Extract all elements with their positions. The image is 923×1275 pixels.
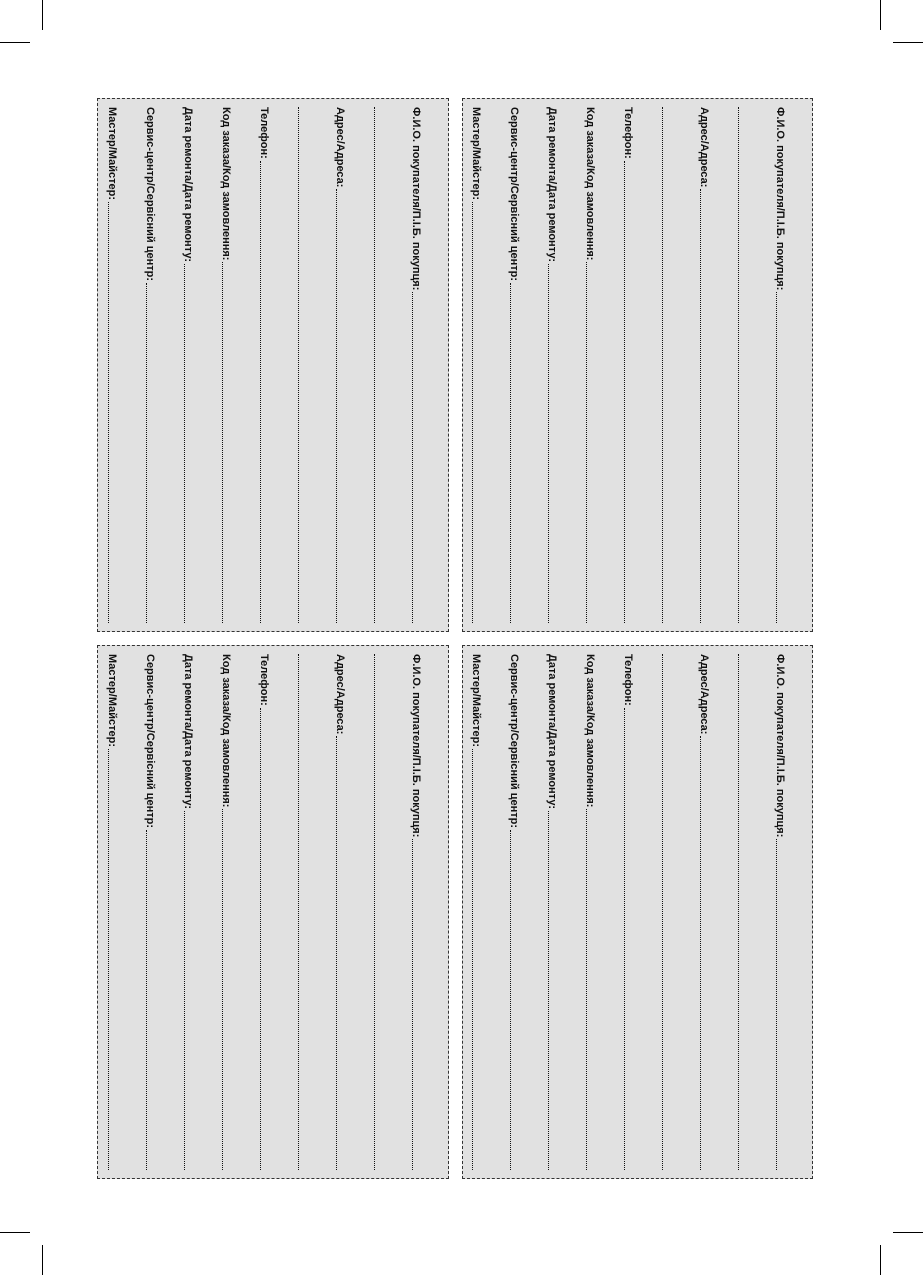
fill-in-line: [146, 830, 147, 1170]
field-label: Адрес/Адреса:: [334, 107, 346, 188]
form-field-row[interactable]: [540, 107, 578, 623]
fill-in-line: [662, 654, 663, 1170]
field-label: Код заказа/Код замовлення:: [220, 654, 232, 808]
field-label: Сервис-центр/Сервісний центр:: [144, 654, 156, 829]
field-label: Ф.И.О. покупателя/П.І.Б. покупця:: [410, 107, 422, 291]
form-field-row[interactable]: [616, 654, 654, 1170]
fill-in-line: [776, 292, 777, 623]
form-field-row[interactable]: [692, 107, 730, 623]
field-label: Дата ремонта/Дата ремонту:: [182, 654, 194, 809]
fill-in-line: [510, 283, 511, 623]
fill-in-line: [336, 189, 337, 623]
form-field-row[interactable]: [502, 107, 540, 623]
field-label: Код заказа/Код замовлення:: [584, 654, 596, 808]
field-label: Дата ремонта/Дата ремонту:: [182, 107, 194, 262]
field-label: Мастер/Майстер:: [106, 654, 118, 747]
form-field-row[interactable]: [328, 107, 366, 623]
field-label: Адрес/Адреса:: [698, 654, 710, 735]
crop-mark: [893, 42, 923, 43]
form-field-row[interactable]: [540, 654, 578, 1170]
field-label: Дата ремонта/Дата ремонту:: [546, 654, 558, 809]
form-field-row[interactable]: [502, 654, 540, 1170]
fill-in-line: [184, 811, 185, 1170]
form-field-row[interactable]: [768, 107, 806, 623]
fill-in-line: [374, 107, 375, 623]
warranty-coupon: [97, 645, 449, 1179]
form-field-row[interactable]: [692, 654, 730, 1170]
form-field-row[interactable]: [176, 654, 214, 1170]
field-label: Телефон:: [258, 654, 270, 706]
fill-in-line: [222, 262, 223, 623]
form-field-row[interactable]: [214, 654, 252, 1170]
field-label: Ф.И.О. покупателя/П.І.Б. покупця:: [774, 107, 786, 291]
form-field-continuation[interactable]: [730, 654, 768, 1170]
fill-in-line: [472, 749, 473, 1170]
crop-mark: [42, 1245, 43, 1275]
field-label: Сервис-центр/Сервісний центр:: [508, 654, 520, 829]
fill-in-line: [298, 654, 299, 1170]
form-field-row[interactable]: [578, 654, 616, 1170]
fill-in-line: [222, 809, 223, 1170]
form-field-row[interactable]: [464, 654, 502, 1170]
form-field-continuation[interactable]: [366, 654, 404, 1170]
fill-in-line: [624, 708, 625, 1170]
fill-in-line: [662, 107, 663, 623]
fill-in-line: [548, 811, 549, 1170]
field-label: Ф.И.О. покупателя/П.І.Б. покупця:: [410, 654, 422, 838]
warranty-coupon: [462, 98, 813, 632]
form-field-row[interactable]: [616, 107, 654, 623]
form-field-continuation[interactable]: [366, 107, 404, 623]
fill-in-line: [624, 161, 625, 623]
form-field-row[interactable]: [404, 654, 442, 1170]
fill-in-line: [336, 736, 337, 1170]
crop-mark: [0, 1232, 30, 1233]
fill-in-line: [108, 749, 109, 1170]
crop-mark: [42, 0, 43, 30]
fill-in-line: [298, 107, 299, 623]
form-field-row[interactable]: [768, 654, 806, 1170]
field-label: Сервис-центр/Сервісний центр:: [144, 107, 156, 282]
fill-in-line: [776, 839, 777, 1170]
form-field-continuation[interactable]: [654, 107, 692, 623]
fill-in-line: [374, 654, 375, 1170]
fill-in-line: [586, 262, 587, 623]
fill-in-line: [412, 292, 413, 623]
field-label: Код заказа/Код замовлення:: [584, 107, 596, 261]
fill-in-line: [738, 107, 739, 623]
form-field-row[interactable]: [214, 107, 252, 623]
field-label: Ф.И.О. покупателя/П.І.Б. покупця:: [774, 654, 786, 838]
crop-mark: [893, 1232, 923, 1233]
form-field-continuation[interactable]: [730, 107, 768, 623]
form-field-row[interactable]: [464, 107, 502, 623]
form-field-row[interactable]: [578, 107, 616, 623]
field-label: Телефон:: [622, 107, 634, 159]
field-label: Адрес/Адреса:: [334, 654, 346, 735]
fill-in-line: [108, 202, 109, 623]
form-field-row[interactable]: [138, 107, 176, 623]
fill-in-line: [412, 839, 413, 1170]
field-label: Код заказа/Код замовлення:: [220, 107, 232, 261]
warranty-coupon: [462, 645, 813, 1179]
fill-in-line: [548, 264, 549, 623]
fill-in-line: [146, 283, 147, 623]
field-label: Телефон:: [622, 654, 634, 706]
fill-in-line: [700, 736, 701, 1170]
fill-in-line: [184, 264, 185, 623]
form-field-continuation[interactable]: [290, 107, 328, 623]
fill-in-line: [260, 161, 261, 623]
crop-mark: [880, 0, 881, 30]
form-field-row[interactable]: [252, 107, 290, 623]
fill-in-line: [586, 809, 587, 1170]
form-field-continuation[interactable]: [654, 654, 692, 1170]
form-field-row[interactable]: [404, 107, 442, 623]
form-field-row[interactable]: [138, 654, 176, 1170]
field-label: Мастер/Майстер:: [470, 107, 482, 200]
field-label: Дата ремонта/Дата ремонту:: [546, 107, 558, 262]
crop-mark: [0, 42, 30, 43]
form-field-row[interactable]: [328, 654, 366, 1170]
fill-in-line: [700, 189, 701, 623]
field-label: Сервис-центр/Сервісний центр:: [508, 107, 520, 282]
field-label: Мастер/Майстер:: [106, 107, 118, 200]
field-label: Мастер/Майстер:: [470, 654, 482, 747]
form-field-row[interactable]: [100, 654, 138, 1170]
form-field-continuation[interactable]: [290, 654, 328, 1170]
form-field-row[interactable]: [100, 107, 138, 623]
crop-mark: [880, 1245, 881, 1275]
field-label: Адрес/Адреса:: [698, 107, 710, 188]
fill-in-line: [260, 708, 261, 1170]
form-field-row[interactable]: [176, 107, 214, 623]
fill-in-line: [472, 202, 473, 623]
warranty-coupon: [97, 98, 449, 632]
form-field-row[interactable]: [252, 654, 290, 1170]
field-label: Телефон:: [258, 107, 270, 159]
fill-in-line: [510, 830, 511, 1170]
fill-in-line: [738, 654, 739, 1170]
